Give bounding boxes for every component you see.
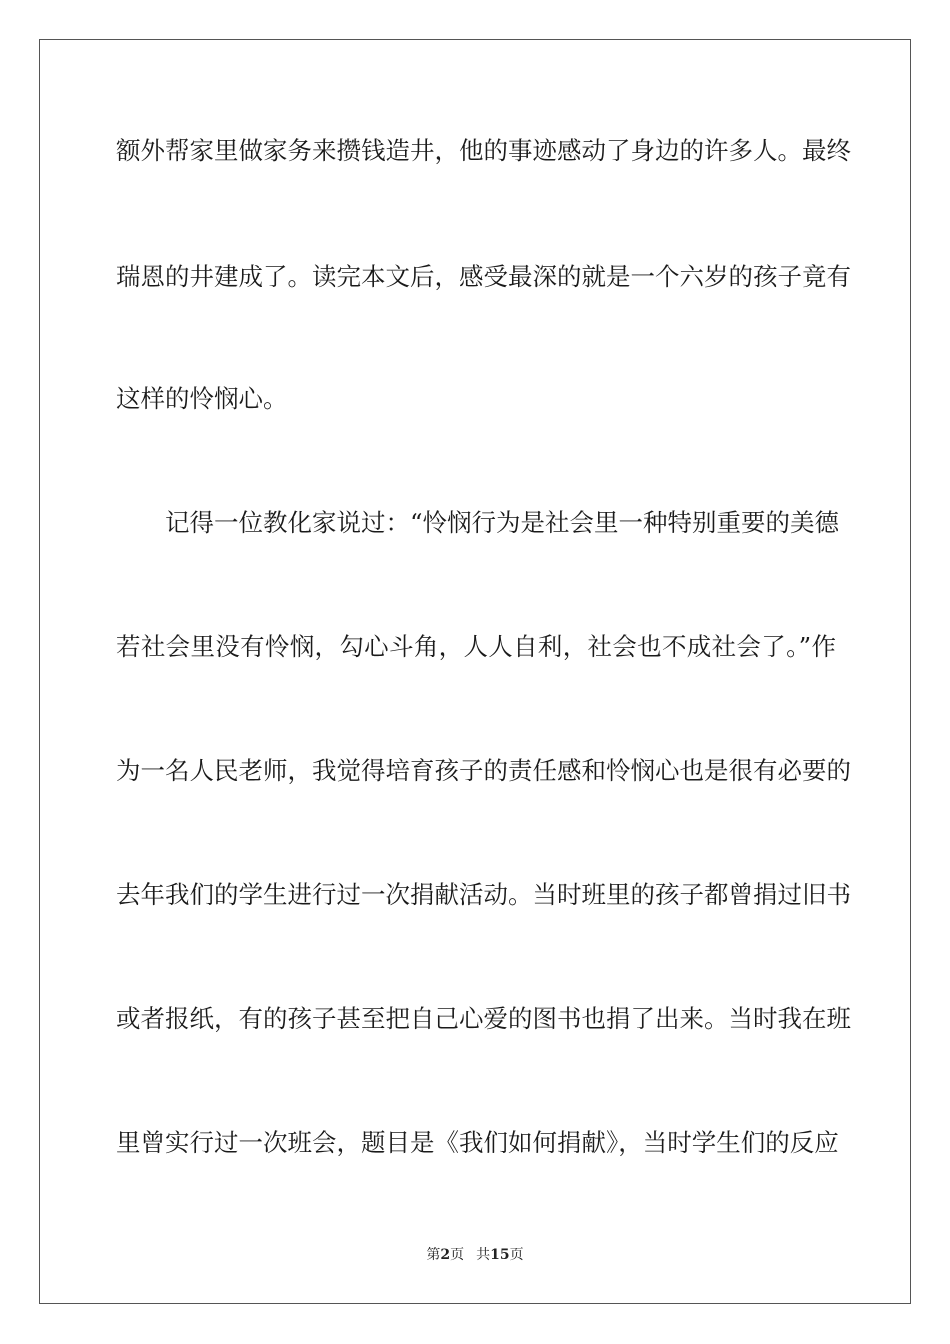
text-line-7: 去年我们的学生进行过一次捐献活动。当时班里的孩子都曾捐过旧书 [116,880,851,909]
total-pages: 15 [490,1247,510,1263]
text-line-8: 或者报纸，有的孩子甚至把自己心爱的图书也捐了出来。当时我在班 [116,1004,851,1033]
page-border [39,39,911,1304]
text-line-1: 额外帮家里做家务来攒钱造井，他的事迹感动了身边的许多人。最终 [116,136,851,165]
page-suffix: 页 [450,1247,465,1263]
text-line-4: 记得一位教化家说过：“怜悯行为是社会里一种特别重要的美德 [165,508,840,537]
text-line-2: 瑞恩的井建成了。读完本文后，感受最深的就是一个六岁的孩子竟有 [116,262,851,291]
text-line-6: 为一名人民老师，我觉得培育孩子的责任感和怜悯心也是很有必要的 [116,756,851,785]
page-prefix: 第 [426,1247,441,1263]
text-line-9: 里曾实行过一次班会，题目是《我们如何捐献》，当时学生们的反应 [116,1128,839,1157]
total-prefix: 共 [476,1247,491,1263]
total-suffix: 页 [509,1247,524,1263]
page-footer [0,1246,950,1264]
page-number: 2 [440,1247,451,1263]
text-line-3: 这样的怜悯心。 [116,384,288,413]
text-line-5: 若社会里没有怜悯，勾心斗角，人人自利，社会也不成社会了。”作 [116,632,836,661]
